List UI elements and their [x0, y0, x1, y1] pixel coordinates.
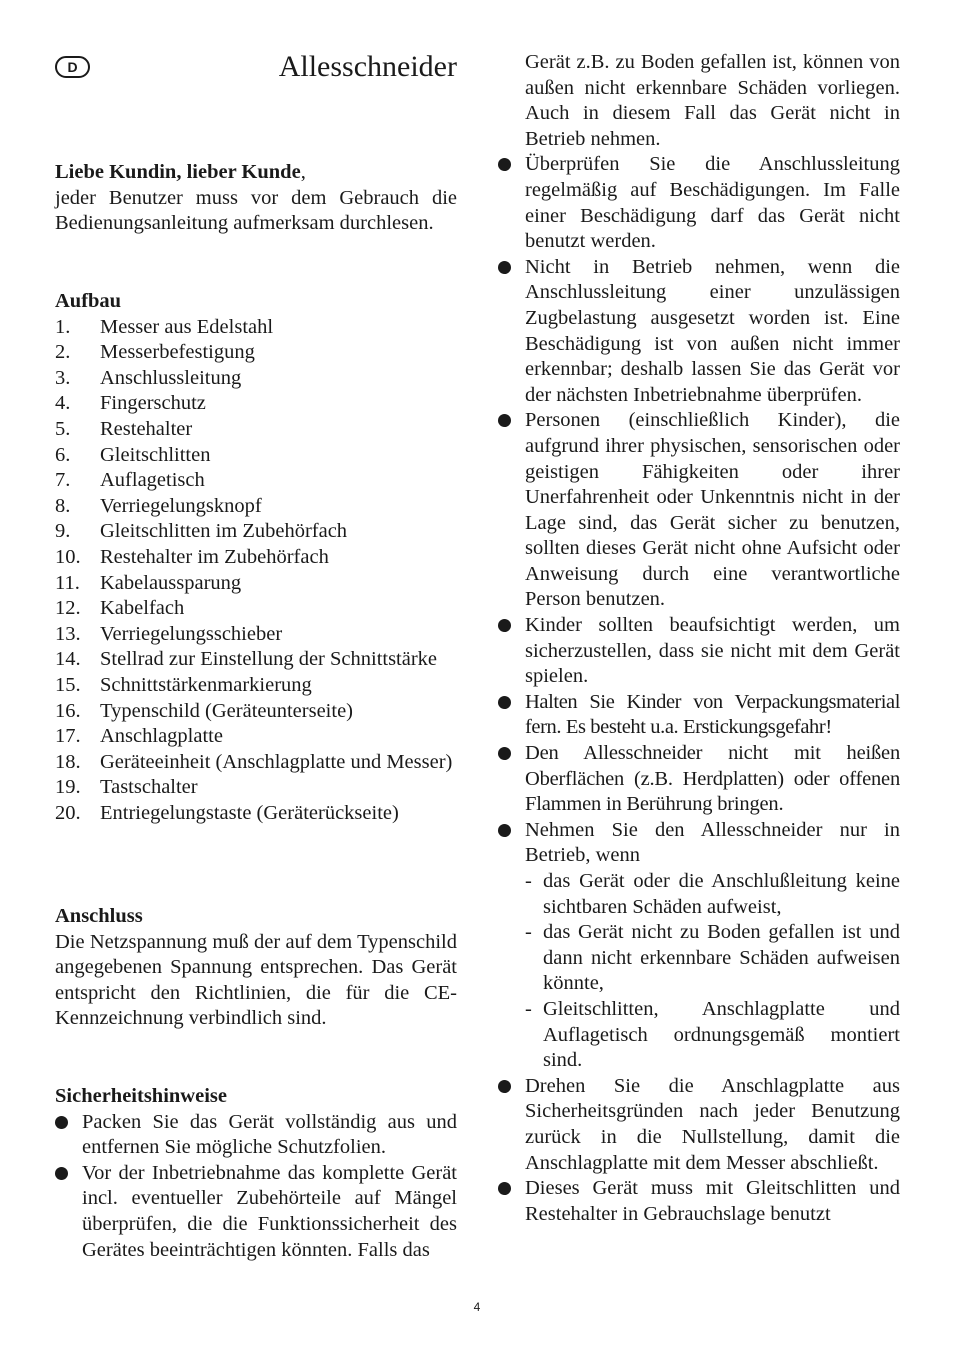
anschluss-heading: Anschluss — [55, 905, 143, 927]
sub-list-item — [525, 920, 900, 997]
parts-list — [55, 315, 457, 827]
intro-section — [55, 160, 457, 237]
item-text: Gleitschlitten im Zubehörfach — [100, 520, 348, 543]
item-text: Verriegelungsknopf — [100, 494, 262, 517]
aufbau-section — [55, 289, 457, 826]
item-text: Gleitschlitten — [100, 443, 211, 466]
list-item — [498, 741, 900, 818]
item-text: Schnittstärkenmarkierung — [100, 673, 312, 696]
bullet-text: Kinder sollten beaufsichtigt werden, um sicherzustellen, dass sie nicht mit dem Gerät spielen. — [525, 614, 900, 688]
list-item — [498, 255, 900, 409]
list-item — [55, 366, 457, 392]
item-number: 14. — [55, 648, 81, 671]
item-text: Fingerschutz — [100, 392, 206, 415]
bullet-text: Den Allesschneider nicht mit heißen Oberflächen (z.B. Herdplatten) oder offenen Flammen in Berührung bringen. — [525, 742, 900, 816]
list-item — [55, 724, 457, 750]
item-number: 8. — [55, 494, 71, 517]
dash-marker: - — [525, 997, 532, 1020]
item-text: Anschlagplatte — [100, 725, 223, 748]
bullet-icon — [498, 747, 511, 760]
item-text: Typenschild (Geräteunterseite) — [100, 699, 353, 722]
bullet-icon — [498, 414, 511, 427]
bullet-icon — [498, 158, 511, 171]
item-number: 13. — [55, 622, 81, 645]
list-item — [55, 699, 457, 725]
list-item — [55, 443, 457, 469]
bullet-text: Personen (einschließlich Kinder), die aufgrund ihrer physischen, sensorischen oder geistigen Fähigkeiten oder ihrer Unerfahrenheit oder Unkenntnis nicht in der Lage sind, das Gerät sicher zu benutzen, sollten dieses Gerät nicht ohne Aufsicht oder Anweisung durch eine verantwortliche Person benutzen. — [525, 409, 900, 611]
list-item — [55, 622, 457, 648]
item-text: Messerbefestigung — [100, 341, 255, 364]
list-item — [55, 391, 457, 417]
bullet-icon — [498, 696, 511, 709]
list-item — [55, 545, 457, 571]
item-number: 15. — [55, 673, 81, 696]
item-number: 4. — [55, 392, 71, 415]
item-number: 17. — [55, 725, 81, 748]
bullet-text: Nicht in Betrieb nehmen, wenn die Anschlussleitung einer unzulässigen Zugbelastung ausgesetzt worden ist. Eine Beschädigung ist von außen nicht immer erkennbar; deshalb lassen Sie das Gerät vor der nächsten Inbetriebnahme überprüfen. — [525, 255, 900, 406]
list-item — [498, 408, 900, 613]
bullet-icon — [498, 1080, 511, 1093]
bullet-continuation: Gerät z.B. zu Boden gefallen ist, können von außen nicht erkennbare Schäden vorliegen. Auch in diesem Fall das Gerät nicht in Betrieb nehmen. — [525, 51, 900, 150]
bullet-icon — [498, 261, 511, 274]
bullet-text: Dieses Gerät muss mit Gleitschlitten und Restehalter in Gebrauchslage benutzt — [525, 1177, 900, 1225]
anschluss-section — [55, 904, 457, 1032]
greeting-punctuation: , — [300, 161, 306, 183]
list-item — [498, 1074, 900, 1176]
list-item — [55, 315, 457, 341]
greeting: Liebe Kundin, lieber Kunde — [55, 161, 301, 183]
sub-item-text: das Gerät oder die Anschlußleitung keine sichtbaren Schäden aufweist, — [543, 870, 900, 918]
bullet-icon — [498, 824, 511, 837]
item-text: Messer aus Edelstahl — [100, 315, 274, 338]
item-text: Restehalter — [100, 417, 193, 440]
page-title: Allesschneider — [278, 50, 457, 83]
list-item — [55, 494, 457, 520]
bullet-text: Packen Sie das Gerät vollständig aus und entfernen Sie mögliche Schutzfolien. — [82, 1110, 457, 1159]
dash-marker: - — [525, 870, 532, 892]
item-text: Kabelaussparung — [100, 571, 242, 594]
item-number: 20. — [55, 801, 81, 824]
item-text: Verriegelungsschieber — [100, 622, 283, 645]
safety-section — [55, 1084, 457, 1263]
list-item — [55, 417, 457, 443]
item-number: 1. — [55, 315, 71, 338]
item-text: Kabelfach — [100, 597, 185, 620]
safety-list-right — [498, 152, 900, 1227]
list-item — [55, 596, 457, 622]
dash-marker: - — [525, 921, 532, 944]
bullet-text: Nehmen Sie den Allesschneider nur in Betrieb, wenn — [525, 818, 900, 867]
bullet-text: Drehen Sie die Anschlagplatte aus Sicherheitsgründen nach jeder Benutzung zurück in die Nullstellung, damit die Anschlagplatte mit dem Messer abschließt. — [525, 1074, 900, 1174]
language-badge: D — [55, 56, 90, 78]
right-column — [498, 50, 900, 1227]
item-text: Restehalter im Zubehörfach — [100, 545, 329, 568]
list-item — [55, 340, 457, 366]
safety-heading: Sicherheitshinweise — [55, 1085, 227, 1107]
list-item — [55, 519, 457, 545]
item-text: Anschlussleitung — [100, 366, 242, 389]
item-number: 16. — [55, 699, 81, 722]
item-text: Entriegelungstaste (Geräterückseite) — [100, 801, 399, 824]
item-number: 5. — [55, 417, 71, 440]
list-item — [55, 647, 457, 673]
bullet-text: Halten Sie Kinder von Verpackungsmaterial fern. Es besteht u.a. Erstickungsgefahr! — [525, 690, 900, 739]
list-item — [55, 1161, 457, 1263]
list-item — [55, 1110, 457, 1161]
bullet-icon — [55, 1116, 68, 1129]
item-number: 2. — [55, 341, 71, 364]
bullet-icon — [498, 1182, 511, 1195]
aufbau-heading: Aufbau — [55, 290, 122, 312]
sub-list-item — [525, 869, 900, 920]
list-item — [498, 1176, 900, 1227]
list-item — [55, 468, 457, 494]
list-item — [55, 801, 457, 827]
item-number: 9. — [55, 520, 71, 543]
item-number: 11. — [55, 571, 80, 594]
anschluss-text: Die Netzspannung muß der auf dem Typenschild angegebenen Spannung entsprechen. Das Gerät entspricht den Richtlinien, die für die CE-Kennzeichnung verbindlich sind. — [55, 930, 457, 1030]
sub-item-text: Gleitschlitten, Anschlagplatte und Auflagetisch ordnungsgemäß montiert sind. — [543, 997, 900, 1072]
bullet-icon — [498, 619, 511, 632]
intro-text: jeder Benutzer muss vor dem Gebrauch die Bedienungsanleitung aufmerksam durchlesen. — [55, 186, 457, 235]
list-item — [498, 152, 900, 254]
item-number: 10. — [55, 545, 81, 568]
item-number: 18. — [55, 750, 81, 773]
item-number: 12. — [55, 597, 81, 620]
list-item — [498, 613, 900, 690]
safety-list-left — [55, 1110, 457, 1264]
list-item — [55, 571, 457, 597]
list-item — [55, 673, 457, 699]
item-number: 7. — [55, 469, 71, 492]
condition-list — [525, 869, 900, 1074]
item-text: Geräteeinheit (Anschlagplatte und Messer) — [100, 750, 453, 773]
item-text: Stellrad zur Einstellung der Schnittstärke — [100, 648, 438, 671]
bullet-text: Überprüfen Sie die Anschlussleitung regelmäßig auf Beschädigungen. Im Falle einer Beschädigung darf das Gerät nicht benutzt werden. — [525, 153, 900, 253]
page-number: 4 — [473, 1300, 481, 1314]
sub-item-text: das Gerät nicht zu Boden gefallen ist und dann nicht erkennbare Schäden aufweisen könnte, — [543, 921, 900, 995]
bullet-icon — [55, 1167, 68, 1180]
list-item — [498, 690, 900, 741]
list-item — [55, 775, 457, 801]
sub-list-item — [525, 997, 900, 1074]
item-number: 6. — [55, 443, 71, 466]
item-text: Auflagetisch — [100, 469, 205, 492]
item-number: 19. — [55, 776, 81, 799]
item-number: 3. — [55, 366, 71, 389]
list-item — [498, 818, 900, 1074]
list-item — [55, 750, 457, 776]
item-text: Tastschalter — [100, 776, 198, 799]
bullet-text: Vor der Inbetriebnahme das komplette Gerät incl. eventueller Zubehörteile auf Mängel überprüfen, die die Funktionssicherheit des Gerätes beeinträchtigen könnten. Falls das — [82, 1161, 457, 1261]
